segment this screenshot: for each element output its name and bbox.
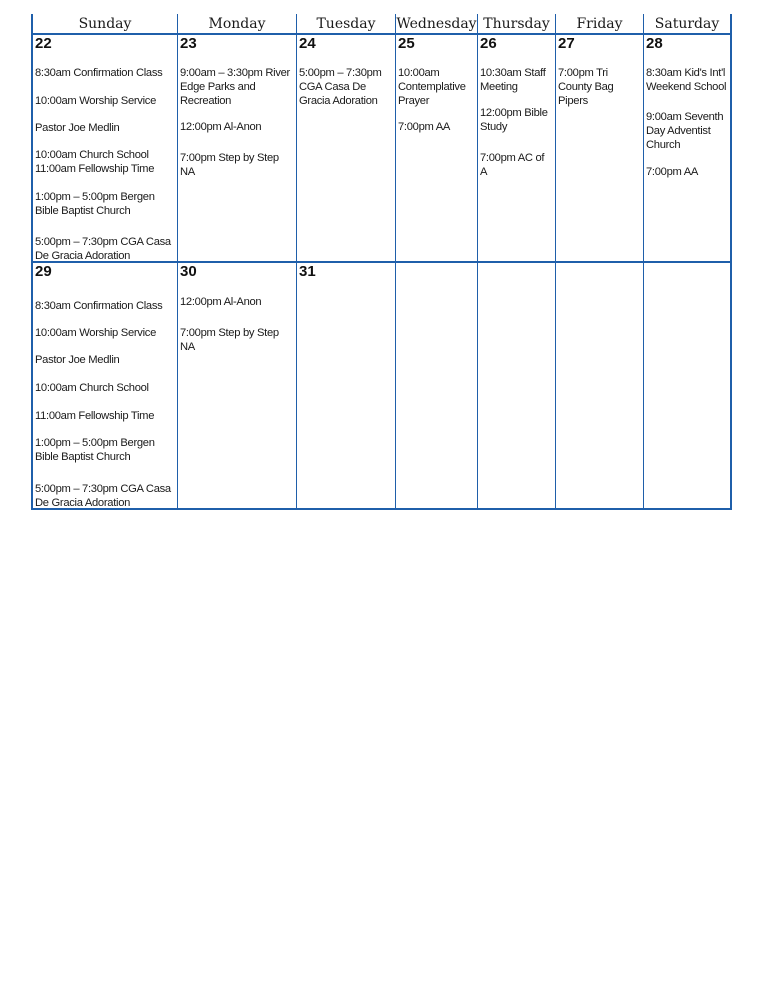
date-number: 25: [398, 35, 415, 52]
day-header-sunday: Sunday: [78, 16, 132, 32]
event-item: 9:00am Seventh Day Adventist Church: [646, 111, 724, 151]
day-header-tuesday: Tuesday: [316, 16, 376, 32]
date-number: 27: [558, 35, 575, 52]
date-number: 23: [180, 35, 197, 52]
day-cell-29: [33, 263, 177, 508]
event-item: 7:00pm AA: [646, 166, 699, 178]
date-number: 29: [35, 263, 52, 280]
event-item: 5:00pm – 7:30pm CGA Casa De Gracia Adoration: [35, 483, 171, 509]
event-item: 7:00pm AA: [398, 121, 451, 133]
event-item: 7:00pm Step by Step NA: [180, 327, 279, 353]
day-header-wednesday: Wednesday: [396, 16, 477, 32]
event-item: 10:00am Worship Service: [35, 95, 156, 107]
event-item: 10:00am Contemplative Prayer: [398, 67, 466, 107]
date-number: 24: [299, 35, 316, 52]
event-item: 8:30am Kid's Int'l Weekend School: [646, 67, 727, 93]
event-item: 12:00pm Bible Study: [480, 107, 548, 133]
event-item: 9:00am – 3:30pm River Edge Parks and Recreation: [180, 67, 290, 107]
event-item: 5:00pm – 7:30pm CGA Casa De Gracia Adoration: [35, 236, 171, 262]
day-cell-30: [178, 263, 296, 508]
event-item: Pastor Joe Medlin: [35, 354, 120, 366]
day-header-thursday: Thursday: [483, 16, 550, 32]
day-cell-26: [478, 35, 555, 261]
event-item: 12:00pm Al-Anon: [180, 296, 262, 308]
event-item: 10:00am Worship Service: [35, 327, 156, 339]
event-item: 8:30am Confirmation Class: [35, 300, 163, 312]
day-header-saturday: Saturday: [654, 16, 720, 32]
event-item: 11:00am Fellowship Time: [35, 163, 155, 175]
date-number: 31: [299, 263, 316, 280]
date-number: 22: [35, 35, 52, 52]
day-cell-25: [396, 35, 477, 261]
event-item: 7:00pm AC of A: [480, 152, 545, 178]
day-cell-28: [644, 35, 730, 261]
day-cell-24: [297, 35, 395, 261]
event-item: 11:00am Fellowship Time: [35, 410, 155, 422]
day-cell-31: [297, 263, 395, 508]
event-item: 8:30am Confirmation Class: [35, 67, 163, 79]
day-cell-22: [33, 35, 177, 261]
day-cell-27: [556, 35, 643, 261]
day-header-monday: Monday: [208, 16, 266, 32]
date-number: 26: [480, 35, 497, 52]
event-item: 7:00pm Step by Step NA: [180, 152, 279, 178]
event-item: 7:00pm Tri County Bag Pipers: [558, 67, 614, 107]
event-item: Pastor Joe Medlin: [35, 122, 120, 134]
event-item: 10:00am Church School: [35, 382, 149, 394]
event-item: 5:00pm – 7:30pm CGA Casa De Gracia Adoration: [299, 67, 382, 107]
event-item: 10:00am Church School: [35, 149, 149, 161]
date-number: 30: [180, 263, 197, 280]
event-item: 1:00pm – 5:00pm Bergen Bible Baptist Church: [35, 191, 155, 217]
date-number: 28: [646, 35, 663, 52]
event-item: 10:30am Staff Meeting: [480, 67, 546, 93]
day-header-friday: Friday: [576, 16, 623, 32]
day-cell-23: [178, 35, 296, 261]
event-item: 12:00pm Al-Anon: [180, 121, 262, 133]
event-item: 1:00pm – 5:00pm Bergen Bible Baptist Church: [35, 437, 155, 463]
